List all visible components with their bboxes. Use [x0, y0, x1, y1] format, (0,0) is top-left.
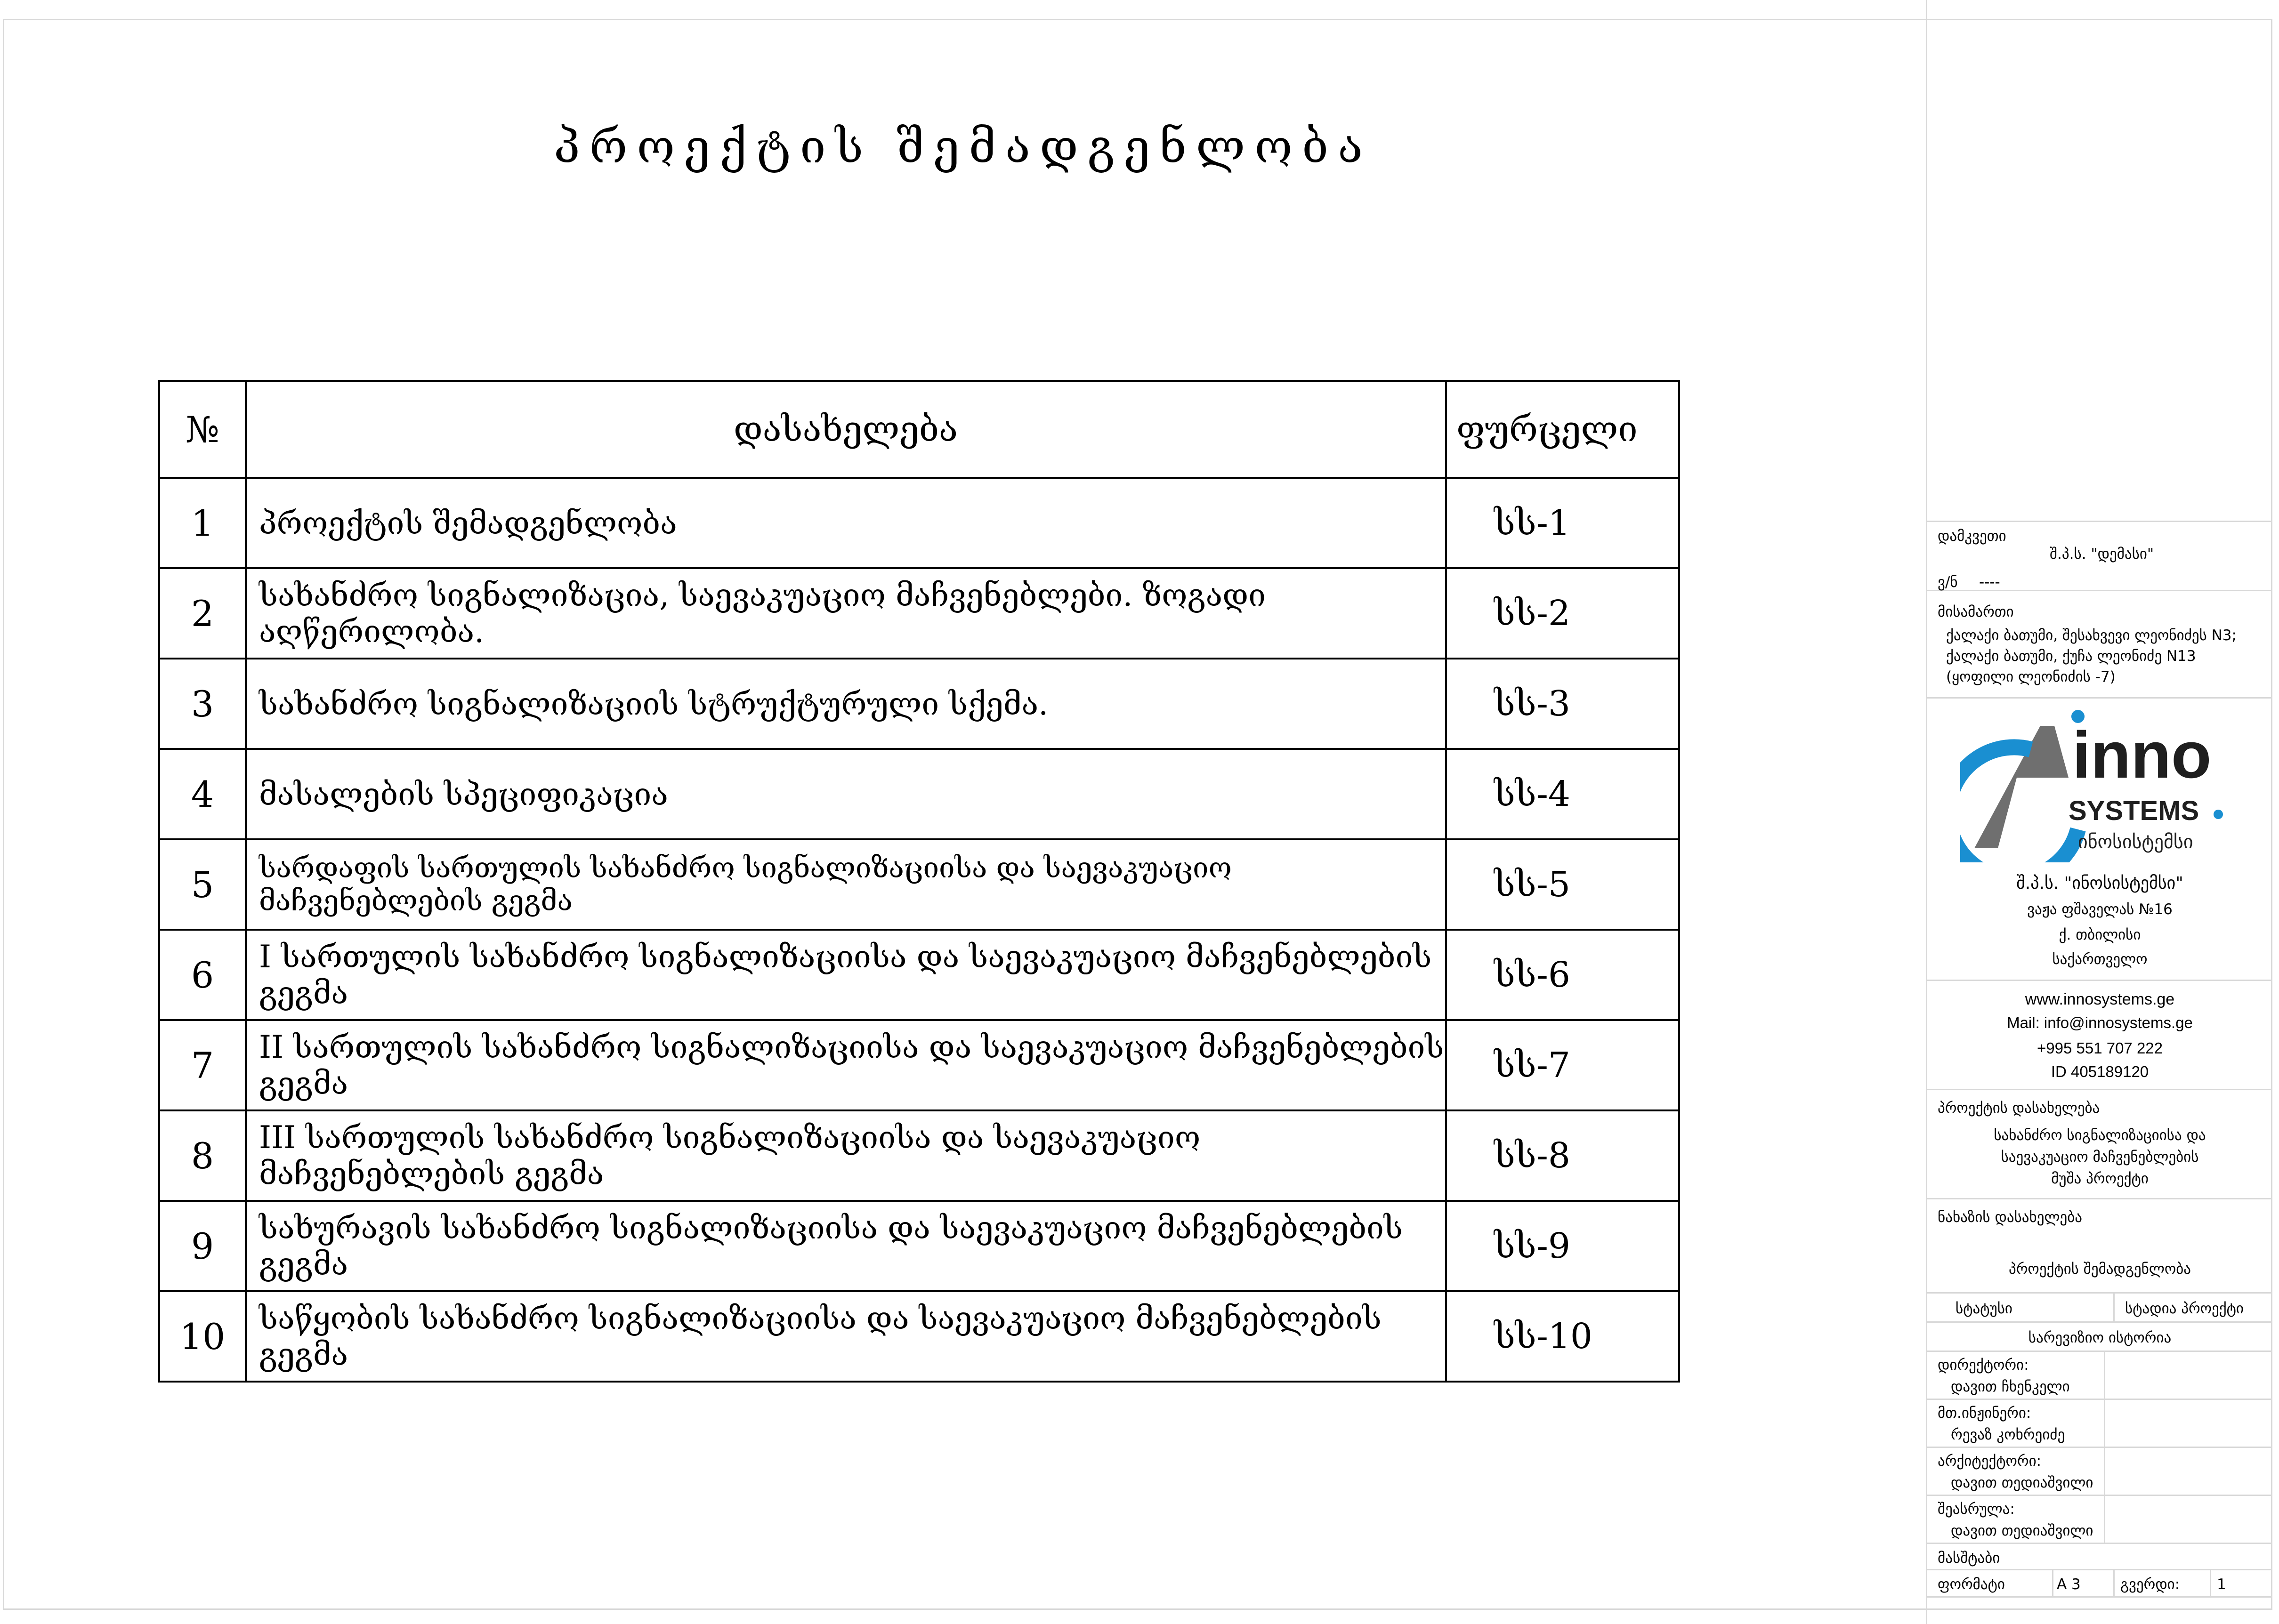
row-number: 5: [159, 839, 246, 930]
client-value: შ.პ.ს. "დემასი": [2050, 546, 2154, 563]
page-value: 1: [2217, 1576, 2226, 1593]
table-row: [159, 749, 1679, 839]
format-value: A 3: [2057, 1576, 2081, 1593]
executor-value: დავით თედიაშვილი: [1951, 1522, 2093, 1539]
director-label: დირექტორი:: [1938, 1357, 2029, 1374]
architect-section: [1927, 1448, 2272, 1496]
company-name: შ.პ.ს. "ინოსისტემსი": [2016, 874, 2183, 893]
drawing-name-label: ნახაზის დასახელება: [1938, 1209, 2082, 1226]
company-city: ქ. თბილისი: [2059, 926, 2141, 943]
project-name-line-3: მუშა პროექტი: [2051, 1170, 2149, 1187]
header-sheet: ფურცელი: [1446, 381, 1679, 478]
row-number: 7: [159, 1020, 246, 1110]
architect-value: დავით თედიაშვილი: [1951, 1474, 2093, 1491]
table-row: [159, 1020, 1679, 1110]
executor-section: [1927, 1496, 2272, 1544]
row-number: 2: [159, 568, 246, 659]
row-sheet: სს-4: [1446, 749, 1679, 839]
header-number: №: [159, 381, 246, 478]
project-name-line-2: საევაკუაციო მაჩვენებლების: [2001, 1149, 2199, 1166]
table-row: [159, 478, 1679, 568]
row-name: სარდაფის სართულის სახანძრო სიგნალიზაციისა და საევაკუაციო მაჩვენებლების გეგმა: [246, 839, 1446, 930]
drawing-name-value: პროექტის შემადგენლობა: [2009, 1261, 2191, 1278]
drawing-name-section: [1927, 1199, 2272, 1294]
scale-label: მასშტაბი: [1938, 1550, 2000, 1567]
format-label: ფორმატი: [1938, 1576, 2005, 1593]
composition-table: [158, 380, 1680, 1383]
row-name: I სართულის სახანძრო სიგნალიზაციისა და საევაკუაციო მაჩვენებლების გეგმა: [246, 930, 1446, 1020]
address-section: [1927, 591, 2272, 699]
row-name: პროექტის შემადგენლობა: [246, 478, 1446, 568]
logo-geo: ინოსისტემსი: [2078, 831, 2193, 853]
row-name: სახანძრო სიგნალიზაციის სტრუქტურული სქემა.: [246, 659, 1446, 749]
row-number: 9: [159, 1201, 246, 1291]
address-line-3: (ყოფილი ლეონიძის -7): [1946, 668, 2116, 685]
row-name: მასალების სპეციფიკაცია: [246, 749, 1446, 839]
project-name-section: [1927, 1090, 2272, 1199]
row-sheet: სს-6: [1446, 930, 1679, 1020]
innosystems-logo: [1960, 707, 2243, 862]
row-name: სახურავის სახანძრო სიგნალიზაციისა და საევაკუაციო მაჩვენებლების გეგმა: [246, 1201, 1446, 1291]
row-name: სახანძრო სიგნალიზაცია, საევაკუაციო მაჩვენებლები. ზოგადი აღწერილობა.: [246, 568, 1446, 659]
phone-number: +995 551 707 222: [2037, 1039, 2163, 1057]
revision-section: [1927, 1323, 2272, 1352]
status-section: [1927, 1294, 2272, 1323]
row-sheet: სს-5: [1446, 839, 1679, 930]
status-value: სტადია პროექტი: [2125, 1300, 2244, 1317]
table-row: [159, 1110, 1679, 1201]
logo-systems: SYSTEMS: [2069, 796, 2199, 826]
title-block: [1927, 521, 2272, 1598]
project-name-line-1: სახანძრო სიგნალიზაციისა და: [1994, 1127, 2206, 1144]
executor-label: შეასრულა:: [1938, 1501, 2015, 1518]
row-number: 1: [159, 478, 246, 568]
row-sheet: სს-9: [1446, 1201, 1679, 1291]
table-row: [159, 568, 1679, 659]
row-name: III სართულის სახანძრო სიგნალიზაციისა და საევაკუაციო მაჩვენებლების გეგმა: [246, 1110, 1446, 1201]
table-row: [159, 659, 1679, 749]
chief-engineer-value: რევაზ კოხრეიძე: [1951, 1426, 2065, 1443]
address-label: მისამართი: [1938, 603, 2014, 620]
table-row: [159, 1291, 1679, 1382]
row-number: 10: [159, 1291, 246, 1382]
row-sheet: სს-2: [1446, 568, 1679, 659]
address-line-1: ქალაქი ბათუმი, შესახვევი ლეონიძეს N3;: [1946, 627, 2237, 644]
chief-engineer-label: მთ.ინჟინერი:: [1938, 1405, 2031, 1422]
company-street: ვაჟა ფშაველას №16: [2027, 901, 2173, 918]
address-line-2: ქალაქი ბათუმი, ქუჩა ლეონიძე N13: [1946, 648, 2196, 665]
id-label: ვ/ნ: [1938, 574, 1958, 591]
project-name-label: პროექტის დასახელება: [1938, 1100, 2100, 1117]
company-id: ID 405189120: [2051, 1063, 2149, 1080]
row-number: 8: [159, 1110, 246, 1201]
table-row: [159, 839, 1679, 930]
row-name: II სართულის სახანძრო სიგნალიზაციისა და საევაკუაციო მაჩვენებლების გეგმა: [246, 1020, 1446, 1110]
row-number: 3: [159, 659, 246, 749]
director-section: [1927, 1352, 2272, 1400]
contact-section: [1927, 981, 2272, 1090]
row-sheet: სს-10: [1446, 1291, 1679, 1382]
director-value: დავით ჩხენკელი: [1951, 1378, 2070, 1395]
id-value: ----: [1979, 574, 2000, 591]
scale-section: [1927, 1544, 2272, 1570]
header-name: დასახელება: [246, 381, 1446, 478]
row-sheet: სს-7: [1446, 1020, 1679, 1110]
table-header-row: [159, 381, 1679, 478]
company-section: [1927, 699, 2272, 981]
client-section: [1927, 521, 2272, 591]
page-label: გვერდი:: [2120, 1576, 2180, 1593]
website-link[interactable]: www.innosystems.ge: [2025, 990, 2175, 1008]
logo-word: inno: [2072, 718, 2212, 792]
chief-engineer-section: [1927, 1400, 2272, 1448]
row-number: 4: [159, 749, 246, 839]
company-country: საქართველო: [2052, 951, 2148, 968]
architect-label: არქიტექტორი:: [1938, 1453, 2042, 1470]
row-sheet: სს-3: [1446, 659, 1679, 749]
client-label: დამკვეთი: [1938, 528, 2006, 545]
status-label: სტატუსი: [1956, 1300, 2012, 1317]
table-row: [159, 930, 1679, 1020]
table-row: [159, 1201, 1679, 1291]
row-sheet: სს-1: [1446, 478, 1679, 568]
format-section: [1927, 1570, 2272, 1598]
page-title: პროექტის შემადგენლობა: [553, 120, 1373, 174]
row-name: საწყობის სახანძრო სიგნალიზაციისა და საევაკუაციო მაჩვენებლების გეგმა: [246, 1291, 1446, 1382]
mail-link[interactable]: Mail: info@innosystems.ge: [2007, 1014, 2193, 1031]
revision-history: სარევიზიო ისტორია: [2028, 1329, 2172, 1346]
row-sheet: სს-8: [1446, 1110, 1679, 1201]
row-number: 6: [159, 930, 246, 1020]
